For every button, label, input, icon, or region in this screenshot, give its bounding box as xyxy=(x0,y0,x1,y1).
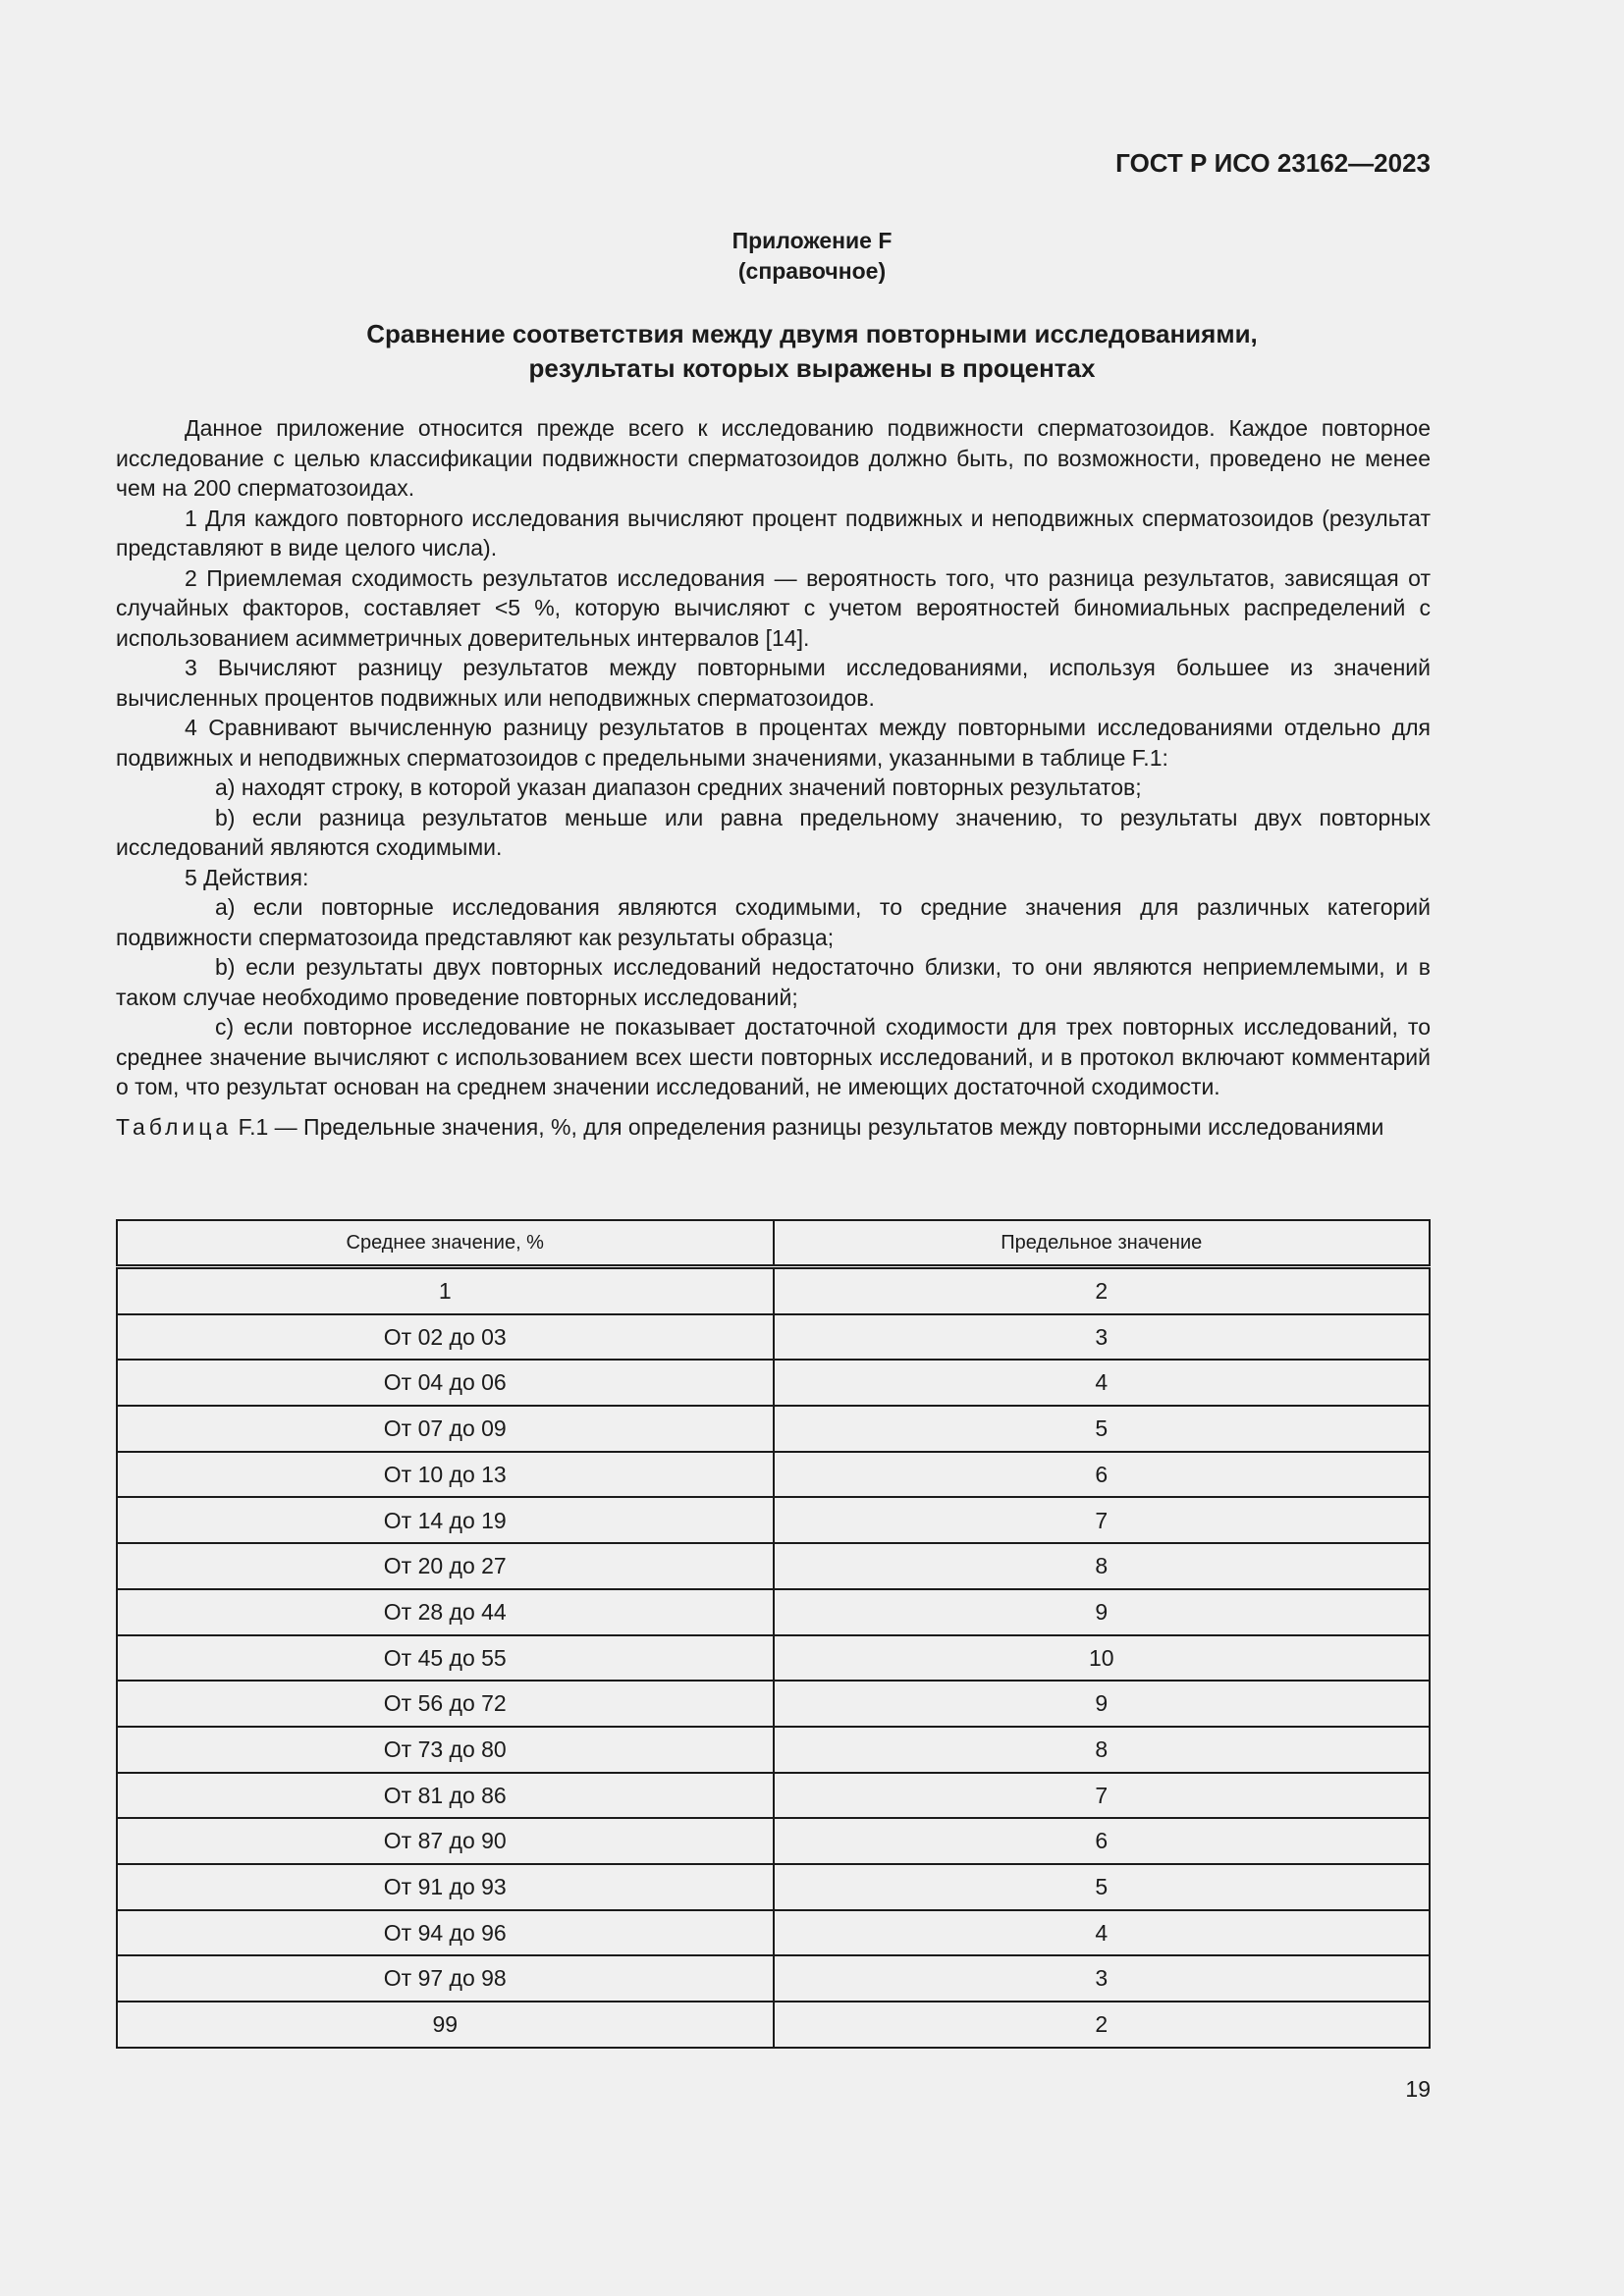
table-row xyxy=(117,1589,1430,1635)
table-row xyxy=(117,1864,1430,1910)
cell-mean-value: От 20 до 27 xyxy=(117,1543,774,1589)
paragraph-5: 5 Действия: xyxy=(185,864,309,890)
paragraph-4b: b) если разница результатов меньше или равна предельному значению, то результаты двух повторных исследований являются сходимыми. xyxy=(116,804,1431,860)
cell-mean-value: От 87 до 90 xyxy=(117,1818,774,1864)
cell-mean-value: 99 xyxy=(117,2002,774,2048)
table-header-row xyxy=(117,1220,1430,1267)
cell-mean-value: От 14 до 19 xyxy=(117,1497,774,1543)
cell-mean-value: От 91 до 93 xyxy=(117,1864,774,1910)
table-caption-label: Таблица xyxy=(116,1113,233,1140)
cell-mean-value: От 28 до 44 xyxy=(117,1589,774,1635)
cell-mean-value: От 02 до 03 xyxy=(117,1314,774,1361)
table-row xyxy=(117,1955,1430,2002)
table-row xyxy=(117,1635,1430,1682)
cell-limit-value: 5 xyxy=(774,1406,1431,1452)
cell-limit-value: 3 xyxy=(774,1314,1431,1361)
cell-limit-value: 7 xyxy=(774,1773,1431,1819)
cell-limit-value: 8 xyxy=(774,1543,1431,1589)
cell-limit-value: 4 xyxy=(774,1910,1431,1956)
paragraph-5c: c) если повторное исследование не показывает достаточной сходимости для трех повторных исследований, то среднее значение вычисляют с использованием всех шести повторных исследований, и в протокол включают комментарий о том, что результат основан на среднем значении исследований, не имеющих достаточной сходимости. xyxy=(116,1014,1431,1099)
table-row xyxy=(117,1543,1430,1589)
annex-type: (справочное) xyxy=(737,258,887,284)
annex-heading xyxy=(0,226,1624,287)
cell-mean-value: 1 xyxy=(117,1267,774,1314)
cell-limit-value: 3 xyxy=(774,1955,1431,2002)
table-row xyxy=(117,1314,1430,1361)
cell-mean-value: От 56 до 72 xyxy=(117,1681,774,1727)
table-row xyxy=(117,1406,1430,1452)
table-row xyxy=(117,1910,1430,1956)
cell-mean-value: От 73 до 80 xyxy=(117,1727,774,1773)
annex-title: Приложение F xyxy=(731,228,893,253)
section-title-line-2: результаты которых выражены в процентах xyxy=(528,353,1096,383)
header-limit-value: Предельное значение xyxy=(774,1220,1431,1267)
section-title xyxy=(0,317,1624,386)
cell-limit-value: 2 xyxy=(774,2002,1431,2048)
table-row xyxy=(117,1267,1430,1314)
table-row xyxy=(117,1452,1430,1498)
body-text xyxy=(116,413,1431,1142)
cell-limit-value: 10 xyxy=(774,1635,1431,1682)
cell-limit-value: 6 xyxy=(774,1818,1431,1864)
document-id: ГОСТ Р ИСО 23162—2023 xyxy=(1115,148,1431,178)
paragraph-4: 4 Сравнивают вычисленную разницу результатов в процентах между повторными исследованиями отдельно для подвижных и неподвижных сперматозоидов с предельными значениями, указанными в таблице F.1: xyxy=(116,715,1431,771)
section-title-line-1: Сравнение соответствия между двумя повторными исследованиями, xyxy=(366,319,1258,348)
table-row xyxy=(117,1773,1430,1819)
paragraph-intro: Данное приложение относится прежде всего к исследованию подвижности сперматозоидов. Каждое повторное исследование с целью классификации подвижности сперматозоидов должно быть, по возможности, проведено не менее чем на 200 сперматозоидах. xyxy=(116,415,1431,501)
cell-mean-value: От 94 до 96 xyxy=(117,1910,774,1956)
cell-mean-value: От 45 до 55 xyxy=(117,1635,774,1682)
cell-limit-value: 2 xyxy=(774,1267,1431,1314)
paragraph-1: 1 Для каждого повторного исследования вычисляют процент подвижных и неподвижных сперматозоидов (результат представляют в виде целого числа). xyxy=(116,505,1431,561)
table-caption-text: F.1 — Предельные значения, %, для определения разницы результатов между повторными исследованиями xyxy=(232,1113,1384,1140)
paragraph-3: 3 Вычисляют разницу результатов между повторными исследованиями, используя большее из значений вычисленных процентов подвижных или неподвижных сперматозоидов. xyxy=(116,655,1431,711)
table-row xyxy=(117,1360,1430,1406)
table-row xyxy=(117,1497,1430,1543)
paragraph-4a: a) находят строку, в которой указан диапазон средних значений повторных результатов; xyxy=(215,774,1142,800)
cell-limit-value: 6 xyxy=(774,1452,1431,1498)
limits-table xyxy=(116,1219,1431,2049)
table-caption xyxy=(116,1112,1431,1143)
paragraph-2: 2 Приемлемая сходимость результатов исследования — вероятность того, что разница результатов, зависящая от случайных факторов, составляет <5 %, которую вычисляют с учетом вероятностей биномиальных распределений с использованием асимметричных доверительных интервалов [14]. xyxy=(116,564,1431,651)
cell-mean-value: От 04 до 06 xyxy=(117,1360,774,1406)
table-row xyxy=(117,1681,1430,1727)
cell-mean-value: От 07 до 09 xyxy=(117,1406,774,1452)
table-row xyxy=(117,2002,1430,2048)
header-mean-value: Среднее значение, % xyxy=(117,1220,774,1267)
cell-limit-value: 8 xyxy=(774,1727,1431,1773)
cell-mean-value: От 81 до 86 xyxy=(117,1773,774,1819)
page-number: 19 xyxy=(1405,2076,1431,2102)
cell-limit-value: 9 xyxy=(774,1681,1431,1727)
paragraph-5b: b) если результаты двух повторных исследований недостаточно близки, то они являются неприемлемыми, и в таком случае необходимо проведение повторных исследований; xyxy=(116,954,1431,1010)
cell-limit-value: 4 xyxy=(774,1360,1431,1406)
paragraph-5a: a) если повторные исследования являются сходимыми, то средние значения для различных категорий подвижности сперматозоида представляют как результаты образца; xyxy=(116,894,1431,950)
cell-limit-value: 9 xyxy=(774,1589,1431,1635)
table-row xyxy=(117,1818,1430,1864)
cell-mean-value: От 10 до 13 xyxy=(117,1452,774,1498)
cell-limit-value: 5 xyxy=(774,1864,1431,1910)
table-row xyxy=(117,1727,1430,1773)
cell-limit-value: 7 xyxy=(774,1497,1431,1543)
cell-mean-value: От 97 до 98 xyxy=(117,1955,774,2002)
table-body xyxy=(117,1267,1430,2048)
